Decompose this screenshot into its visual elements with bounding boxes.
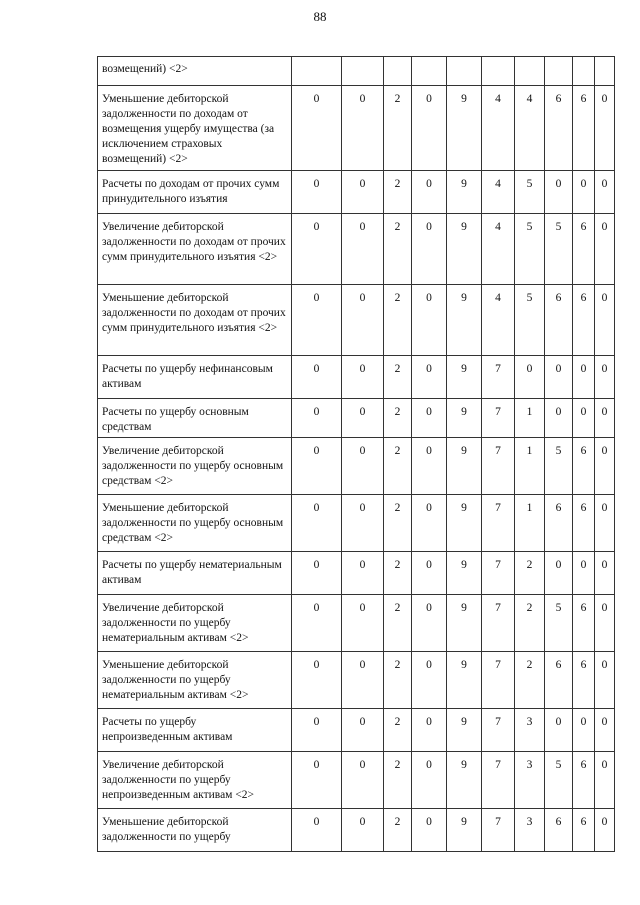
- row-label: Уменьшение дебиторской задолженности по ущербу основным средствам <2>: [98, 495, 292, 552]
- code-digit-cell: 0: [545, 399, 573, 438]
- code-digit-cell: 0: [342, 552, 384, 595]
- row-label: Уменьшение дебиторской задолженности по ущербу: [98, 809, 292, 852]
- code-digit-cell: 0: [292, 752, 342, 809]
- code-digit-cell: 0: [342, 86, 384, 171]
- code-digit-cell: 7: [482, 438, 515, 495]
- code-digit-cell: 6: [545, 652, 573, 709]
- code-digit-cell: 0: [292, 171, 342, 214]
- code-digit-cell: 0: [292, 495, 342, 552]
- row-label: возмещений) <2>: [98, 57, 292, 86]
- code-digit-cell: 6: [573, 285, 595, 356]
- code-digit-cell: [292, 57, 342, 86]
- code-digit-cell: 2: [515, 595, 545, 652]
- code-digit-cell: 0: [595, 809, 615, 852]
- code-digit-cell: 0: [292, 86, 342, 171]
- code-digit-cell: 2: [384, 495, 412, 552]
- code-digit-cell: 6: [545, 809, 573, 852]
- table-row: [98, 399, 615, 438]
- code-digit-cell: 7: [482, 709, 515, 752]
- code-digit-cell: 2: [384, 285, 412, 356]
- code-digit-cell: 2: [384, 752, 412, 809]
- code-digit-cell: 2: [384, 171, 412, 214]
- code-digit-cell: 6: [573, 438, 595, 495]
- code-digit-cell: 5: [515, 171, 545, 214]
- code-digit-cell: 5: [545, 595, 573, 652]
- code-digit-cell: 2: [384, 709, 412, 752]
- code-digit-cell: 0: [342, 752, 384, 809]
- code-digit-cell: 2: [384, 86, 412, 171]
- code-digit-cell: 0: [573, 552, 595, 595]
- code-digit-cell: 0: [573, 709, 595, 752]
- row-label: Увеличение дебиторской задолженности по доходам от прочих сумм принудительного изъятия <2>: [98, 214, 292, 285]
- code-digit-cell: 7: [482, 652, 515, 709]
- code-digit-cell: 0: [573, 356, 595, 399]
- code-digit-cell: 0: [342, 595, 384, 652]
- code-digit-cell: 9: [447, 552, 482, 595]
- code-digit-cell: 3: [515, 809, 545, 852]
- code-digit-cell: 0: [595, 595, 615, 652]
- code-digit-cell: 0: [292, 214, 342, 285]
- code-digit-cell: 0: [342, 652, 384, 709]
- code-digit-cell: 0: [342, 709, 384, 752]
- code-digit-cell: [515, 57, 545, 86]
- code-digit-cell: 9: [447, 438, 482, 495]
- code-digit-cell: 6: [573, 495, 595, 552]
- code-digit-cell: 7: [482, 595, 515, 652]
- code-digit-cell: 0: [573, 399, 595, 438]
- row-label: Увеличение дебиторской задолженности по ущербу нематериальным активам <2>: [98, 595, 292, 652]
- code-digit-cell: 4: [482, 171, 515, 214]
- table-row: [98, 752, 615, 809]
- code-digit-cell: 9: [447, 709, 482, 752]
- code-digit-cell: 0: [595, 285, 615, 356]
- row-label: Расчеты по ущербу нематериальным активам: [98, 552, 292, 595]
- code-digit-cell: 0: [545, 709, 573, 752]
- code-digit-cell: [384, 57, 412, 86]
- code-digit-cell: 9: [447, 285, 482, 356]
- code-digit-cell: 0: [292, 652, 342, 709]
- code-digit-cell: 6: [545, 285, 573, 356]
- table-row: [98, 438, 615, 495]
- code-digit-cell: 2: [384, 652, 412, 709]
- code-digit-cell: 5: [515, 214, 545, 285]
- code-digit-cell: 0: [292, 399, 342, 438]
- code-digit-cell: 2: [384, 399, 412, 438]
- table-row: [98, 86, 615, 171]
- code-digit-cell: 0: [342, 399, 384, 438]
- code-digit-cell: [573, 57, 595, 86]
- code-digit-cell: 0: [412, 652, 447, 709]
- code-digit-cell: [482, 57, 515, 86]
- code-digit-cell: 0: [342, 285, 384, 356]
- code-digit-cell: 0: [595, 495, 615, 552]
- table-row: [98, 809, 615, 852]
- code-digit-cell: 0: [412, 752, 447, 809]
- code-digit-cell: 6: [573, 809, 595, 852]
- code-digit-cell: 7: [482, 752, 515, 809]
- code-digit-cell: [545, 57, 573, 86]
- table-row: [98, 552, 615, 595]
- table-row: [98, 285, 615, 356]
- code-digit-cell: 0: [342, 438, 384, 495]
- page-number: 88: [313, 9, 327, 24]
- code-digit-cell: 0: [342, 809, 384, 852]
- code-digit-cell: 7: [482, 356, 515, 399]
- code-digit-cell: 0: [292, 809, 342, 852]
- code-digit-cell: 6: [545, 86, 573, 171]
- code-digit-cell: 0: [515, 356, 545, 399]
- code-digit-cell: 1: [515, 438, 545, 495]
- code-digit-cell: 5: [545, 214, 573, 285]
- code-digit-cell: [342, 57, 384, 86]
- code-digit-cell: 0: [342, 171, 384, 214]
- code-digit-cell: 6: [573, 752, 595, 809]
- code-digit-cell: 4: [482, 285, 515, 356]
- code-digit-cell: [412, 57, 447, 86]
- account-codes-table: [97, 56, 615, 852]
- code-digit-cell: 0: [412, 438, 447, 495]
- code-digit-cell: 0: [595, 171, 615, 214]
- code-digit-cell: 0: [412, 495, 447, 552]
- code-digit-cell: 0: [342, 356, 384, 399]
- code-digit-cell: 2: [384, 809, 412, 852]
- code-digit-cell: 0: [412, 214, 447, 285]
- code-digit-cell: 5: [515, 285, 545, 356]
- code-digit-cell: 0: [342, 495, 384, 552]
- code-digit-cell: 1: [515, 399, 545, 438]
- table-row: [98, 595, 615, 652]
- row-label: Расчеты по ущербу основным средствам: [98, 399, 292, 438]
- code-digit-cell: 9: [447, 356, 482, 399]
- code-digit-cell: 0: [595, 652, 615, 709]
- code-digit-cell: 0: [412, 552, 447, 595]
- code-digit-cell: 2: [384, 438, 412, 495]
- code-digit-cell: 9: [447, 652, 482, 709]
- row-label: Уменьшение дебиторской задолженности по доходам от прочих сумм принудительного изъятия <2>: [98, 285, 292, 356]
- code-digit-cell: 0: [412, 399, 447, 438]
- row-label: Расчеты по ущербу нефинансовым активам: [98, 356, 292, 399]
- code-digit-cell: 0: [573, 171, 595, 214]
- code-digit-cell: 0: [545, 552, 573, 595]
- code-digit-cell: 6: [573, 652, 595, 709]
- code-digit-cell: 0: [412, 595, 447, 652]
- code-digit-cell: 0: [595, 552, 615, 595]
- code-digit-cell: 0: [292, 709, 342, 752]
- code-digit-cell: 7: [482, 809, 515, 852]
- code-digit-cell: 0: [595, 752, 615, 809]
- row-label: Расчеты по доходам от прочих сумм принудительного изъятия: [98, 171, 292, 214]
- row-label: Уменьшение дебиторской задолженности по ущербу нематериальным активам <2>: [98, 652, 292, 709]
- code-digit-cell: 7: [482, 399, 515, 438]
- code-digit-cell: 0: [412, 709, 447, 752]
- code-digit-cell: 0: [412, 809, 447, 852]
- code-digit-cell: 2: [384, 356, 412, 399]
- code-digit-cell: 0: [292, 356, 342, 399]
- table-row: [98, 356, 615, 399]
- table-row: [98, 709, 615, 752]
- code-digit-cell: 2: [384, 214, 412, 285]
- code-digit-cell: [595, 57, 615, 86]
- row-label: Уменьшение дебиторской задолженности по доходам от возмещения ущербу имущества (за исключением страховых возмещений) <2>: [98, 86, 292, 171]
- table-row: [98, 214, 615, 285]
- code-digit-cell: 0: [412, 86, 447, 171]
- code-digit-cell: 9: [447, 809, 482, 852]
- code-digit-cell: 4: [482, 214, 515, 285]
- row-label: Увеличение дебиторской задолженности по ущербу непроизведенным активам <2>: [98, 752, 292, 809]
- code-digit-cell: 4: [482, 86, 515, 171]
- code-digit-cell: 9: [447, 171, 482, 214]
- code-digit-cell: 9: [447, 214, 482, 285]
- code-digit-cell: 6: [573, 595, 595, 652]
- code-digit-cell: 5: [545, 752, 573, 809]
- code-digit-cell: 2: [515, 652, 545, 709]
- code-digit-cell: 0: [292, 285, 342, 356]
- code-digit-cell: 5: [545, 438, 573, 495]
- code-digit-cell: 0: [595, 438, 615, 495]
- code-digit-cell: 6: [573, 86, 595, 171]
- code-digit-cell: 0: [595, 214, 615, 285]
- code-digit-cell: 1: [515, 495, 545, 552]
- code-digit-cell: 3: [515, 752, 545, 809]
- code-digit-cell: 2: [384, 595, 412, 652]
- code-digit-cell: 0: [412, 285, 447, 356]
- code-digit-cell: 2: [515, 552, 545, 595]
- code-digit-cell: 0: [292, 595, 342, 652]
- code-digit-cell: 9: [447, 595, 482, 652]
- code-digit-cell: 9: [447, 399, 482, 438]
- row-label: Увеличение дебиторской задолженности по ущербу основным средствам <2>: [98, 438, 292, 495]
- code-digit-cell: 0: [595, 86, 615, 171]
- code-digit-cell: 3: [515, 709, 545, 752]
- code-digit-cell: 9: [447, 752, 482, 809]
- code-digit-cell: 9: [447, 495, 482, 552]
- code-digit-cell: 0: [595, 399, 615, 438]
- code-digit-cell: 0: [412, 171, 447, 214]
- table-row: [98, 495, 615, 552]
- code-digit-cell: 6: [545, 495, 573, 552]
- code-digit-cell: 0: [595, 709, 615, 752]
- code-digit-cell: [447, 57, 482, 86]
- table-row: [98, 652, 615, 709]
- code-digit-cell: 9: [447, 86, 482, 171]
- code-digit-cell: 0: [412, 356, 447, 399]
- code-digit-cell: 0: [292, 552, 342, 595]
- code-digit-cell: 0: [545, 356, 573, 399]
- code-digit-cell: 0: [292, 438, 342, 495]
- code-digit-cell: 0: [342, 214, 384, 285]
- code-digit-cell: 0: [595, 356, 615, 399]
- code-digit-cell: 2: [384, 552, 412, 595]
- code-digit-cell: 7: [482, 552, 515, 595]
- code-digit-cell: 4: [515, 86, 545, 171]
- row-label: Расчеты по ущербу непроизведенным активам: [98, 709, 292, 752]
- code-digit-cell: 0: [545, 171, 573, 214]
- code-digit-cell: 7: [482, 495, 515, 552]
- code-digit-cell: 6: [573, 214, 595, 285]
- table-row: [98, 171, 615, 214]
- table-row: [98, 57, 615, 86]
